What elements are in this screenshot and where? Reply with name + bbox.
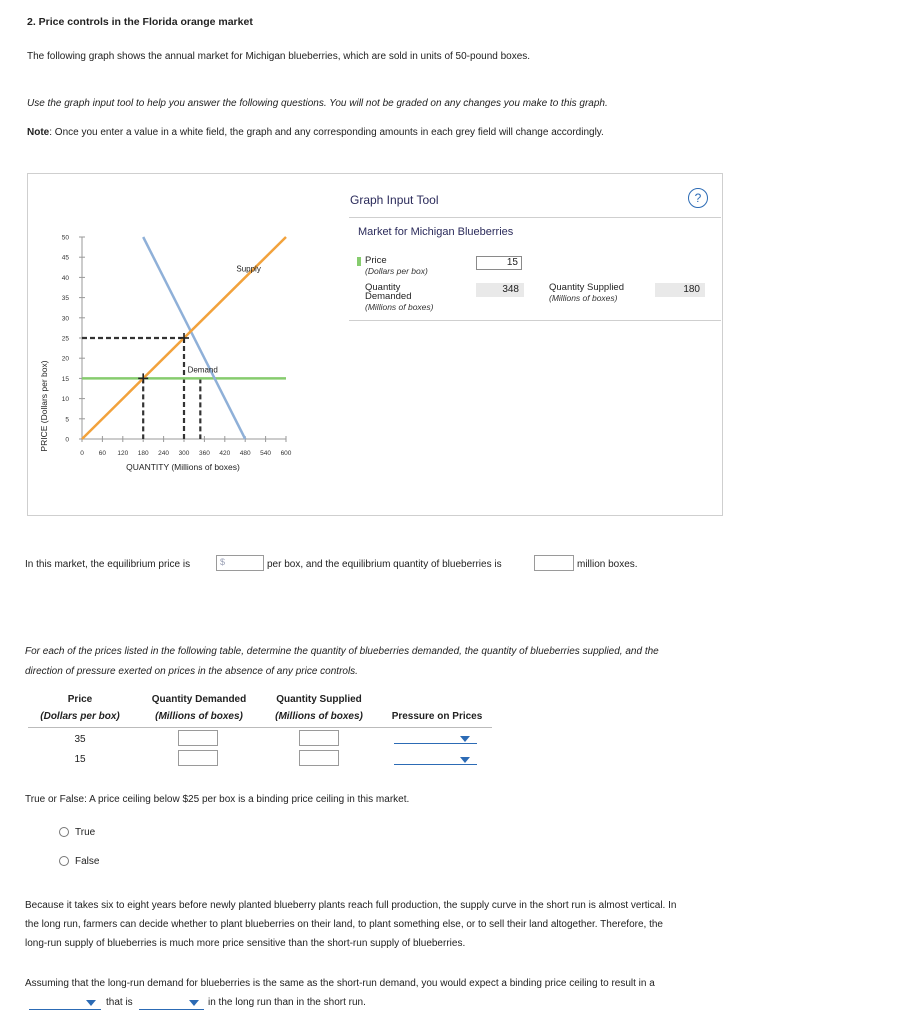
radio-true[interactable]: [59, 827, 69, 837]
table-intro-line2: direction of pressure exerted on prices in the absence of any price controls.: [25, 666, 358, 677]
y-tick-label: 35: [61, 295, 69, 303]
option-true-label[interactable]: True: [75, 827, 96, 838]
tool-instructions: Use the graph input tool to help you answer the following questions. You will not be graded on any changes you make to this graph.: [27, 98, 608, 109]
price-input[interactable]: 15: [476, 256, 522, 270]
final-question-end: in the long run than in the short run.: [208, 997, 366, 1008]
final-dropdown-2-arrow-icon[interactable]: [189, 1000, 199, 1006]
final-question-line1: Assuming that the long-run demand for blueberries is the same as the short-run demand, you would expect a binding price ceiling to result in a: [25, 978, 655, 989]
header-quantity-demanded-units: (Millions of boxes): [155, 711, 243, 722]
x-tick-label: 600: [280, 450, 292, 457]
table-header-divider: [28, 727, 492, 728]
equilibrium-text-2: per box, and the equilibrium quantity of blueberries is: [267, 559, 502, 570]
row-1-price: 35: [74, 734, 86, 745]
market-chart[interactable]: [28, 174, 348, 494]
y-tick-label: 0: [65, 436, 69, 444]
x-tick-label: 60: [98, 450, 107, 457]
y-tick-label: 25: [61, 335, 69, 343]
quantity-supplied-value: 180: [655, 283, 705, 297]
y-tick-label: 40: [61, 274, 69, 282]
price-label: Price: [365, 255, 387, 266]
price-units: (Dollars per box): [365, 266, 428, 276]
supply-curve-label: Supply: [236, 264, 261, 274]
header-quantity-supplied-units: (Millions of boxes): [275, 711, 363, 722]
long-run-para-line1: Because it takes six to eight years before newly planted blueberry plants reach full production, the supply curve in the short run is almost vertical. In: [25, 900, 677, 911]
quantity-demanded-label-line2: Demanded: [365, 291, 412, 302]
demand-curve-label: Demand: [187, 365, 218, 375]
header-pressure-on-prices: Pressure on Prices: [391, 711, 483, 722]
y-tick-label: 20: [61, 355, 69, 363]
row-1-pressure-dropdown[interactable]: [394, 743, 477, 744]
x-tick-label: 120: [117, 450, 129, 457]
row-1-quantity-supplied-input[interactable]: [299, 730, 339, 746]
x-tick-label: 360: [198, 450, 210, 457]
guide-lines: [82, 338, 200, 439]
equilibrium-text-1: In this market, the equilibrium price is: [25, 559, 191, 570]
y-tick-label: 30: [61, 315, 69, 323]
quantity-demanded-label-line1: Quantity: [365, 282, 401, 293]
x-tick-label: 0: [80, 450, 84, 457]
y-tick-label: 15: [61, 375, 69, 383]
market-title: Market for Michigan Blueberries: [358, 226, 514, 238]
y-tick-label: 50: [61, 234, 69, 242]
row-2-quantity-demanded-input[interactable]: [178, 750, 218, 766]
help-icon[interactable]: ?: [688, 188, 708, 208]
true-false-question: True or False: A price ceiling below $25 per box is a binding price ceiling in this market.: [25, 794, 410, 805]
long-run-para-line2: the long run, farmers can decide whether to plant blueberries on their land, to plant something else, or to sell their land altogether. Therefore, the: [25, 919, 663, 930]
table-intro-line1: For each of the prices listed in the following table, determine the quantity of blueberries demanded, the quantity of blueberries supplied, and the: [25, 646, 659, 657]
x-tick-label: 420: [219, 450, 231, 457]
quantity-demanded-value: 348: [476, 283, 524, 297]
header-price: Price: [67, 694, 93, 705]
row-2-price: 15: [74, 754, 86, 765]
header-price-units: (Dollars per box): [40, 711, 120, 722]
equilibrium-quantity-input[interactable]: [534, 555, 574, 571]
row-2-dropdown-arrow-icon[interactable]: [460, 757, 470, 763]
note-label: Note: [27, 127, 50, 138]
x-tick-label: 480: [239, 450, 251, 457]
note-body: : Once you enter a value in a white field, the graph and any corresponding amounts in each grey field will change accordingly.: [49, 127, 604, 138]
x-tick-label: 300: [178, 450, 190, 457]
row-2-quantity-supplied-input[interactable]: [299, 750, 339, 766]
x-axis-label: QUANTITY (Millions of boxes): [126, 462, 240, 472]
curve-labels: [188, 264, 261, 374]
final-dropdown-1-arrow-icon[interactable]: [86, 1000, 96, 1006]
quantity-supplied-units: (Millions of boxes): [549, 293, 618, 303]
quantity-supplied-label: Quantity Supplied: [549, 282, 624, 293]
option-false-label[interactable]: False: [75, 856, 100, 867]
x-tick-label: 540: [260, 450, 272, 457]
y-tick-label: 5: [65, 416, 69, 424]
equilibrium-text-3: million boxes.: [577, 559, 638, 570]
x-tick-label: 240: [158, 450, 170, 457]
y-tick-label: 45: [61, 254, 69, 262]
final-dropdown-2[interactable]: [139, 1009, 204, 1010]
graph-input-tool-title: Graph Input Tool: [350, 193, 439, 207]
note-text: [27, 126, 604, 140]
radio-false[interactable]: [59, 856, 69, 866]
intro-text: The following graph shows the annual market for Michigan blueberries, which are sold in units of 50-pound boxes.: [27, 51, 531, 62]
x-tick-label: 180: [137, 450, 149, 457]
dollar-sign: $: [220, 557, 226, 567]
price-color-swatch: [357, 257, 361, 266]
row-1-quantity-demanded-input[interactable]: [178, 730, 218, 746]
y-tick-label: 10: [61, 396, 69, 404]
header-quantity-supplied: Quantity Supplied: [276, 694, 362, 705]
row-2-pressure-dropdown[interactable]: [394, 764, 477, 765]
y-axis-label: PRICE (Dollars per box): [39, 360, 49, 452]
final-dropdown-1[interactable]: [29, 1009, 101, 1010]
long-run-para-line3: long-run supply of blueberries is much more price sensitive than the short-run supply of blueberries.: [25, 938, 466, 949]
header-quantity-demanded: Quantity Demanded: [151, 694, 247, 705]
row-1-dropdown-arrow-icon[interactable]: [460, 736, 470, 742]
final-question-mid: that is: [106, 997, 133, 1008]
quantity-demanded-units: (Millions of boxes): [365, 302, 434, 312]
section-title: 2. Price controls in the Florida orange market: [27, 16, 253, 28]
equilibrium-price-input[interactable]: [216, 555, 264, 571]
